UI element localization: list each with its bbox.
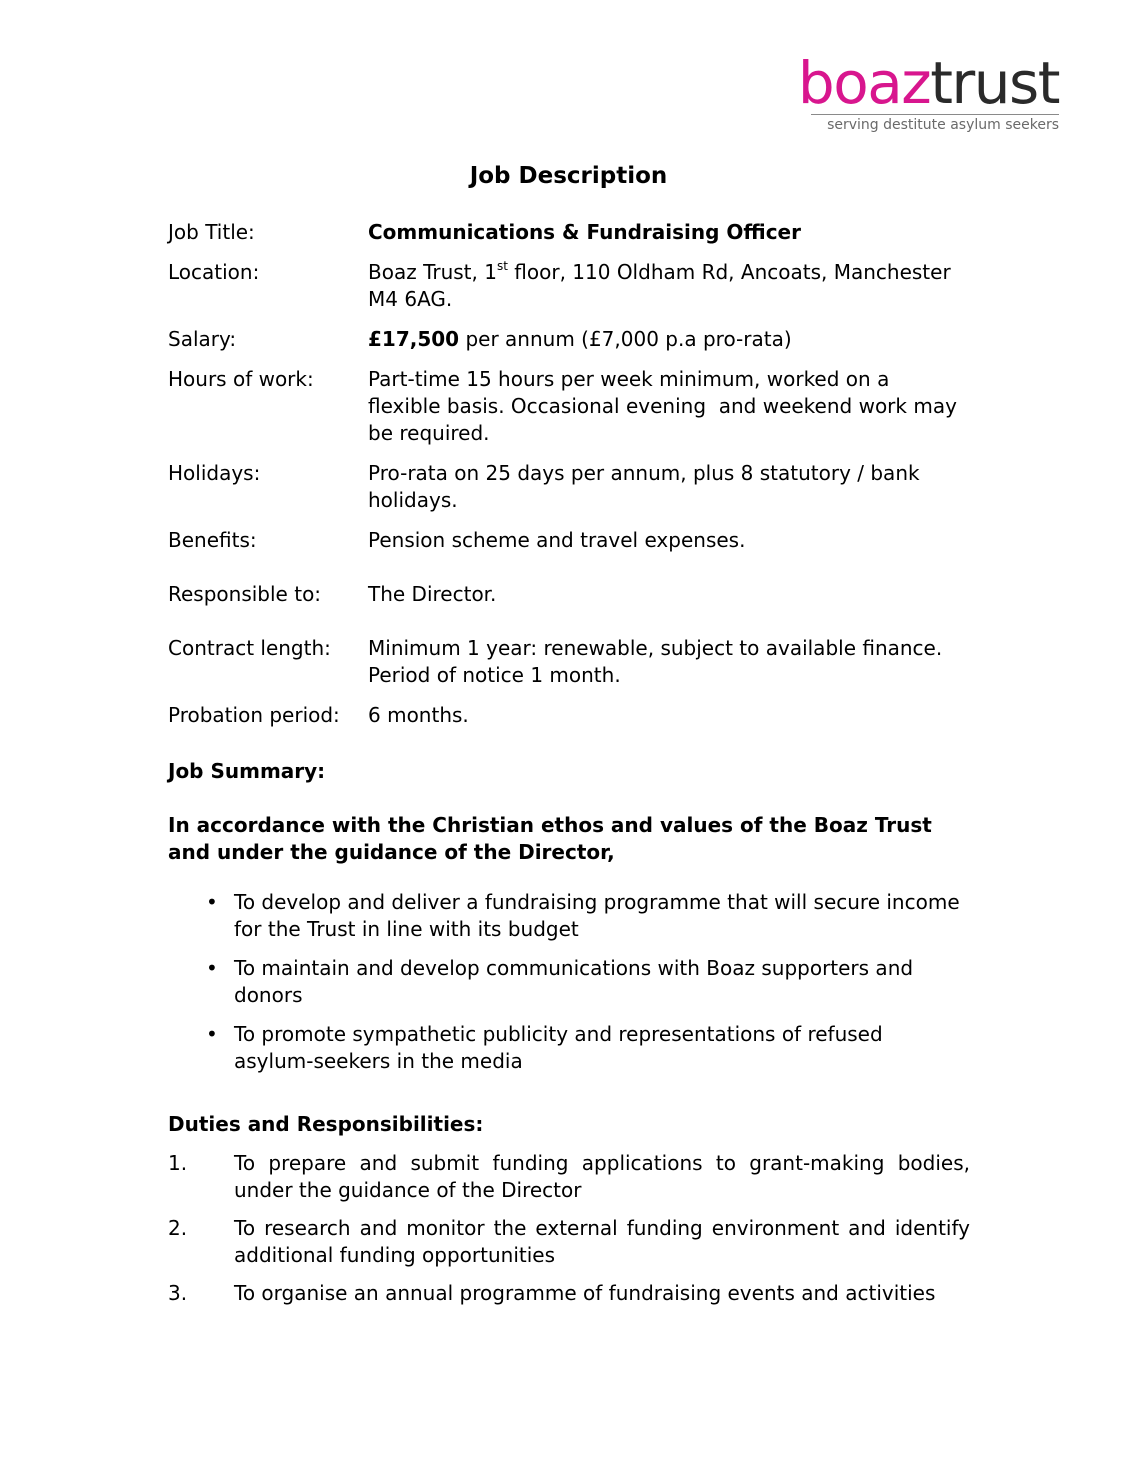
bullet-text: To maintain and develop communications with Boaz supporters and donors [234, 956, 914, 1007]
list-item [168, 889, 968, 943]
salary-amount: £17,500 [368, 327, 460, 351]
detail-row-probation [168, 702, 968, 729]
logo-tagline: serving destitute asylum seekers [811, 114, 1059, 137]
list-item [168, 955, 968, 1009]
item-text: To research and monitor the external funding environment and identify additional funding opportunities [234, 1216, 970, 1267]
detail-label: Hours of work: [168, 367, 314, 391]
detail-row-benefits [168, 527, 968, 554]
location-text-post: floor, 110 Oldham Rd, Ancoats, Manchester M4 6AG. [368, 260, 951, 311]
bullet-icon: • [206, 956, 218, 980]
detail-value: Pro-rata on 25 days per annum, plus 8 statutory / bank holidays. [368, 461, 920, 512]
detail-value [368, 259, 968, 313]
list-item [168, 1280, 970, 1307]
logo-trust-text: trust [930, 49, 1059, 117]
location-text-pre: Boaz Trust, 1 [368, 260, 497, 284]
detail-label: Contract length: [168, 636, 331, 660]
detail-label: Benefits: [168, 528, 257, 552]
logo-boaz-text: boaz [797, 49, 931, 117]
boaz-trust-logo [775, 50, 1075, 140]
detail-row-holidays [168, 460, 968, 514]
detail-value: Part-time 15 hours per week minimum, worked on a flexible basis. Occasional evening and weekend work may be required. [368, 367, 964, 445]
detail-value: Pension scheme and travel expenses. [368, 528, 746, 552]
list-item [168, 1215, 970, 1269]
detail-label: Job Title: [168, 220, 255, 244]
detail-label: Responsible to: [168, 582, 322, 606]
detail-label: Location: [168, 260, 260, 284]
detail-value: 6 months. [368, 703, 469, 727]
job-details [168, 219, 968, 729]
detail-value [368, 326, 968, 353]
item-number: 1. [168, 1151, 188, 1175]
detail-value: Communications & Fundraising Officer [368, 220, 801, 244]
item-number: 3. [168, 1281, 188, 1305]
item-text: To prepare and submit funding applications to grant-making bodies, under the guidance of the Director [234, 1151, 970, 1202]
detail-label: Holidays: [168, 461, 261, 485]
detail-row-responsible [168, 581, 968, 608]
job-summary-intro: In accordance with the Christian ethos and values of the Boaz Trust and under the guidance of the Director, [168, 813, 932, 864]
job-summary-heading: Job Summary: [168, 759, 326, 783]
detail-row-job-title [168, 219, 968, 246]
detail-value: Minimum 1 year: renewable, subject to available finance. Period of notice 1 month. [368, 636, 943, 687]
salary-rest: per annum (£7,000 p.a pro-rata) [459, 327, 792, 351]
list-item [168, 1150, 970, 1204]
item-text: To organise an annual programme of fundraising events and activities [234, 1281, 936, 1305]
bullet-text: To develop and deliver a fundraising programme that will secure income for the Trust in line with its budget [234, 890, 960, 941]
detail-row-salary [168, 326, 968, 353]
job-summary-bullets [168, 889, 968, 1087]
detail-label: Probation period: [168, 703, 340, 727]
location-superscript: st [496, 259, 508, 273]
detail-row-location [168, 259, 968, 313]
duties-heading: Duties and Responsibilities: [168, 1112, 484, 1136]
page-title: Job Description [469, 163, 668, 189]
detail-row-contract [168, 635, 968, 689]
list-item [168, 1021, 968, 1075]
bullet-icon: • [206, 890, 218, 914]
duties-list [168, 1150, 970, 1318]
detail-value: The Director. [368, 582, 497, 606]
detail-row-hours [168, 366, 968, 447]
bullet-text: To promote sympathetic publicity and representations of refused asylum-seekers in the media [234, 1022, 883, 1073]
bullet-icon: • [206, 1022, 218, 1046]
detail-label: Salary: [168, 327, 237, 351]
logo-wordmark [798, 50, 1059, 116]
item-number: 2. [168, 1216, 188, 1240]
